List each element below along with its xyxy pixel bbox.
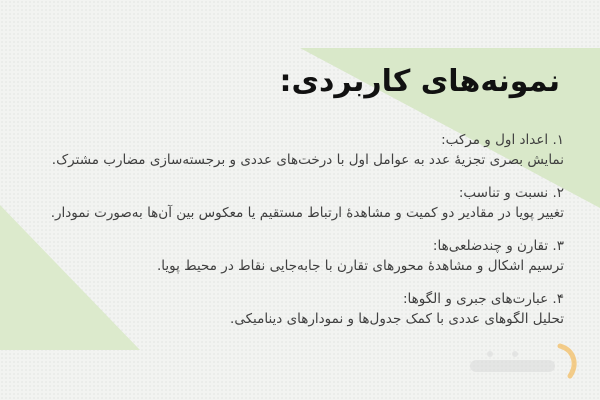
item-text: ترسیم اشکال و مشاهدهٔ محورهای تقارن با جابه‌جایی نقاط در محیط پویا. — [156, 258, 564, 274]
item-text: تحلیل الگوهای عددی با کمک جدول‌ها و نمودارهای دینامیکی. — [230, 311, 564, 327]
item-heading: ۴. عبارت‌های جبری و الگوها: — [402, 291, 564, 307]
item-text: تغییر پویا در مقادیر دو کمیت و مشاهدهٔ ارتباط مستقیم یا معکوس بین آن‌ها به‌صورت نمودار. — [50, 205, 564, 221]
list-item — [34, 183, 564, 223]
item-heading: ۲. نسبت و تناسب: — [458, 185, 564, 201]
list-item — [34, 236, 564, 276]
watermark-logo-icon — [460, 342, 585, 382]
list-item — [34, 289, 564, 329]
item-heading: ۱. اعداد اول و مرکب: — [441, 132, 564, 148]
list-item — [34, 130, 564, 170]
item-heading: ۳. تقارن و چندضلعی‌ها: — [432, 238, 564, 254]
slide-title: نمونه‌های کاربردی: — [279, 64, 560, 99]
item-text: نمایش بصری تجزیهٔ عدد به عوامل اول با درخت‌های عددی و برجسته‌سازی مضارب مشترک. — [51, 152, 564, 168]
items-list — [34, 130, 564, 342]
